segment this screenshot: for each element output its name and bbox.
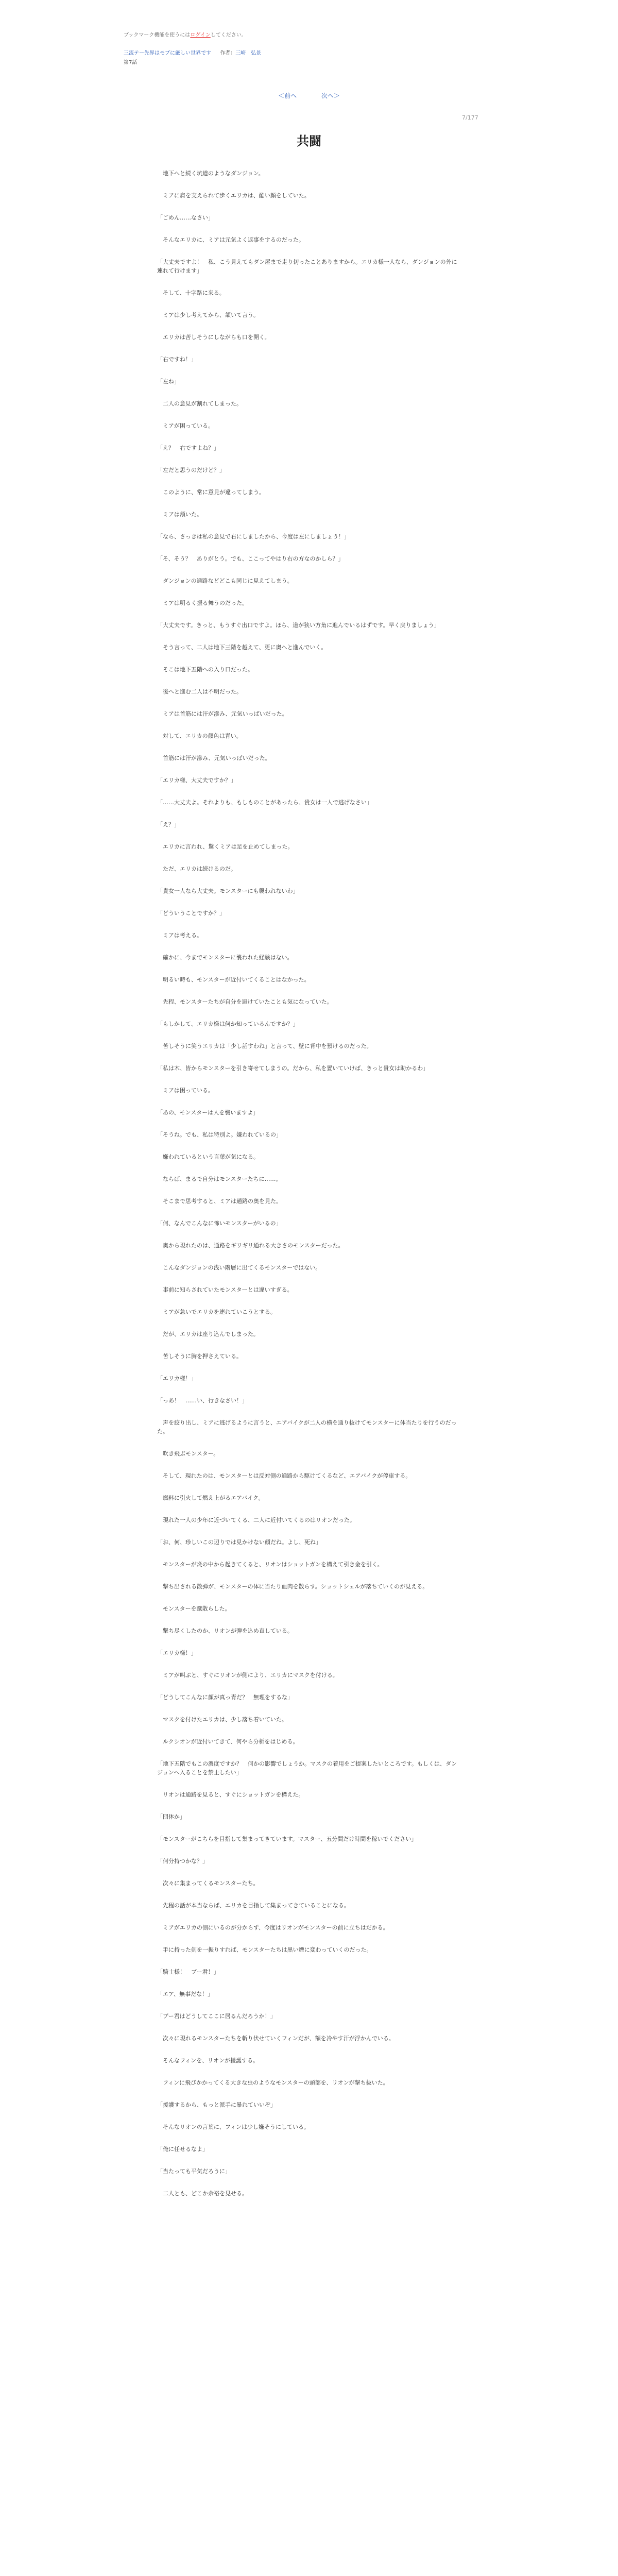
body-paragraph: 「ごめん……なさい」 [157,214,214,221]
page-header [124,32,494,66]
body-paragraph: 「そ、そう？ ありがとう。でも、ここってやはり右の方なのかしら？」 [157,555,344,562]
body-paragraph: 地下へと続く坑道のようなダンジョン。 [157,170,264,177]
chapter-pager [0,92,618,100]
body-paragraph: 「大丈夫ですよ！ 私、こう見えてもダン屋まで走り切ったことありますから。エリカ様一人なら、ダンジョンの外に連れて行けます」 [157,259,457,274]
body-paragraph: 明るい時も、モンスターが近付いてくることはなかった。 [157,976,310,983]
bookmark-notice [124,32,494,39]
body-paragraph: リオンは通路を見ると、すぐにショットガンを構えた。 [157,1791,304,1798]
body-paragraph: 「なら、さっきは私の意見で右にしましたから、今度は左にしましょう！」 [157,533,350,540]
author-label: 作者： [220,50,236,56]
series-title-link[interactable]: 三流テー先界はモブに厳しい世界です [124,50,211,56]
body-paragraph: そんなリオンの言葉に、フィンは少し嫌そうにしている。 [157,2124,310,2130]
body-paragraph: 「団体か」 [157,1814,185,1820]
body-paragraph: 「何分持つかな？」 [157,1858,208,1865]
body-paragraph: 現れた一人の少年に近づいてくる、二人に近付いてくるのはリオンだった。 [157,1517,355,1523]
body-paragraph: そこまで思考すると、ミアは通路の奥を見た。 [157,1198,282,1205]
body-paragraph: エリカは苦しそうにしながらも口を開く。 [157,334,270,341]
body-paragraph: 「モンスターがこちらを目指して集まってきています。マスター、五分間だけ時間を稼いでください」 [157,1836,417,1842]
body-paragraph: そんなフィンを、リオンが援護する。 [157,2057,259,2064]
notice-prefix: ブックマーク機能を使うには [124,32,191,38]
body-paragraph: 次々に現れるモンスターたちを斬り伏せていくフィンだが、額を冷やす汗が浮かんでいる。 [157,2035,394,2042]
body-paragraph: 後へと進む二人は不明だった。 [157,688,242,695]
body-paragraph: 「ブー君はどうしてここに居るんだろうか！」 [157,2013,276,2020]
body-paragraph: 「っあ！ ……い、行きなさい！」 [157,1397,248,1404]
body-paragraph: ダンジョンの通路などどこも同じに見えてしまう。 [157,578,293,584]
body-paragraph: 「当たっても平気だろうに」 [157,2168,231,2175]
body-paragraph: 「……大丈夫よ。それよりも、もしものことがあったら、貴女は一人で逃げなさい」 [157,799,372,806]
body-paragraph: 「騎士様！ ブー君！」 [157,1969,219,1975]
body-paragraph: 「そうね。でも、私は特別よ。嫌われているの」 [157,1131,282,1138]
body-paragraph: ミアは考える。 [157,932,202,939]
next-chapter-link[interactable]: 次へ＞ [321,92,340,99]
body-paragraph: そして、現れたのは、モンスターとは反対側の通路から駆けてくるなど、エアバイクが停車する。 [157,1472,411,1479]
body-paragraph: フィンに飛びかかってくる大きな虫のようなモンスターの頭部を、リオンが撃ち抜いた。 [157,2079,389,2086]
body-paragraph: 次々に集まってくるモンスターたち。 [157,1880,259,1887]
chapter-title: 共闘 [297,134,321,148]
author-link[interactable]: 三崎 弘景 [235,50,262,56]
body-paragraph: 「左だと思うのだけど？」 [157,467,225,473]
body-paragraph: 燃料に引火して燃え上がるエアバイク。 [157,1495,264,1501]
page-count: 7/177 [462,114,478,121]
body-paragraph: 「俺に任せるなよ」 [157,2146,208,2153]
body-paragraph: 声を絞り出し、ミアに逃げるように言うと、エアバイクが二人の横を通り抜けてモンスターに体当たりを行うのだった。 [157,1419,457,1435]
body-paragraph: 二人の意見が割れてしまった。 [157,400,242,407]
body-paragraph: ミアは首筋には汗が滲み、元気いっぱいだった。 [157,710,288,717]
body-paragraph: 「エリカ様！」 [157,1650,197,1656]
notice-suffix: してください。 [210,32,247,38]
body-paragraph: 「どういうことですか？」 [157,910,225,917]
body-paragraph: モンスターを蹴散らした。 [157,1605,231,1612]
body-paragraph: 「大丈夫です。きっと、もうすぐ出口ですよ。ほら、道が狭い方角に進んでいるはずです。早く戻りましょう」 [157,622,440,629]
body-paragraph: だが、エリカは座り込んでしまった。 [157,1331,259,1337]
body-paragraph: 「何、なんでこんなに怖いモンスターがいるの」 [157,1220,282,1227]
body-paragraph: 「エリカ様、大丈夫ですか？」 [157,777,236,784]
body-paragraph: 「左ね」 [157,378,180,385]
body-paragraph: 確かに、今までモンスターに襲われた経験はない。 [157,954,293,961]
body-paragraph: そう言って、二人は地下三階を越えて、更に奥へと進んでいく。 [157,644,327,651]
body-paragraph: 手に持った剣を一振りすれば、モンスターたちは黒い煙に変わっていくのだった。 [157,1946,372,1953]
body-paragraph: 吹き飛ぶモンスター。 [157,1450,219,1457]
body-paragraph: 「どうしてこんなに顔が真っ青だ？ 無理をするな」 [157,1694,293,1701]
body-paragraph: 撃ち出される散弾が、モンスターの体に当たり血肉を散らす。ショットシェルが落ちていくのが見える。 [157,1583,428,1590]
body-paragraph: このように、常に意見が違ってしまう。 [157,489,265,496]
body-paragraph: ミアが急いでエリカを連れていこうとする。 [157,1309,276,1315]
body-paragraph: 撃ち尽くしたのか、リオンが弾を込め直している。 [157,1628,293,1634]
body-paragraph: 「エリカ様！」 [157,1375,197,1382]
body-paragraph: 二人とも、どこか余裕を見せる。 [157,2190,248,2197]
body-paragraph: ミアは頷いた。 [157,511,202,518]
body-paragraph: 「私は木、皆からモンスターを引き寄せてしまうの。だから、私を置いていけば、きっと貴女は助かるわ」 [157,1065,429,1072]
body-paragraph: ミアは困っている。 [157,1087,214,1094]
body-paragraph: 「地下五階でもこの濃度ですか？ 何かの影響でしょうか。マスクの着用をご提案したいところです。もしくは、ダンジョンへ入ることを禁止したい」 [157,1760,457,1776]
body-paragraph: 「援護するから、もっと派手に暴れていいぞ」 [157,2102,276,2108]
body-paragraph: 「貴女一人なら大丈夫。モンスターにも襲われないわ」 [157,888,299,894]
login-link[interactable]: ログイン [190,32,211,38]
body-paragraph: エリカに言われ、驚くミアは足を止めてしまった。 [157,843,294,850]
body-paragraph: 先程の話が本当ならば、エリカを目指して集まってきていることになる。 [157,1902,350,1909]
body-paragraph: 嫌われているという言葉が気になる。 [157,1154,259,1160]
body-paragraph: 「え？ 右ですよね？」 [157,445,219,451]
body-paragraph: 「エア、無事だな！」 [157,1991,214,1997]
body-paragraph: そして、十字路に来る。 [157,290,225,296]
body-paragraph: 「あの、モンスターは人を襲いますよ」 [157,1109,259,1116]
body-paragraph: 首筋には汗が滲み、元気いっぱいだった。 [157,755,271,761]
body-paragraph: モンスターが炎の中から起きてくると、リオンはショットガンを構えて引き金を引く。 [157,1561,383,1568]
body-paragraph: ミアは明るく振る舞うのだった。 [157,600,248,606]
body-paragraph: 奥から現れたのは、通路をギリギリ通れる大きさのモンスターだった。 [157,1242,344,1249]
body-paragraph: 「お、何、珍しいこの辺りでは見かけない顔だね。よし、死ね」 [157,1539,321,1546]
body-paragraph: 「もしかして、エリカ様は何か知っているんですか？」 [157,1021,299,1027]
body-paragraph: ルクシオンが近付いてきて、何やら分析をはじめる。 [157,1738,299,1745]
body-paragraph: ミアが叫ぶと、すぐにリオンが側により、エリカにマスクを付ける。 [157,1672,338,1679]
chapter-body [157,169,461,2211]
body-paragraph: ならば、まるで自分はモンスターたちに……。 [157,1176,282,1182]
body-paragraph: 先程、モンスターたちが自分を避けていたことも気になっていた。 [157,998,333,1005]
body-paragraph: ミアは少し考えてから、頷いて言う。 [157,312,259,318]
body-paragraph: ミアに肩を支えられて歩くエリカは、酷い顔をしていた。 [157,192,310,199]
chapter-number: 第7話 [124,60,138,65]
body-paragraph: ただ、エリカは続けるのだ。 [157,866,236,872]
body-paragraph: こんなダンジョンの浅い階層に出てくるモンスターではない。 [157,1264,321,1271]
body-paragraph: そんなエリカに、ミアは元気よく返事をするのだった。 [157,236,304,243]
novel-meta [124,50,494,57]
body-paragraph: 苦しそうに胸を押さえている。 [157,1353,242,1360]
body-paragraph: 対して、エリカの顔色は青い。 [157,733,242,739]
body-paragraph: 事前に知らされていたモンスターとは違いすぎる。 [157,1286,293,1293]
body-paragraph: ミアがエリカの側にいるのが分からず、今度はリオンがモンスターの前に立ちはだかる。 [157,1924,389,1931]
body-paragraph: ミアが困っている。 [157,422,214,429]
body-paragraph: マスクを付けたエリカは、少し落ち着いていた。 [157,1716,287,1723]
body-paragraph: 「右ですね！」 [157,356,197,363]
body-paragraph: 「え？」 [157,821,180,828]
prev-chapter-link[interactable]: ＜前へ [278,92,297,99]
body-paragraph: 苦しそうに笑うエリカは「少し話すわね」と言って、壁に背中を預けるのだった。 [157,1043,372,1049]
body-paragraph: そこは地下五階への入り口だった。 [157,666,253,673]
